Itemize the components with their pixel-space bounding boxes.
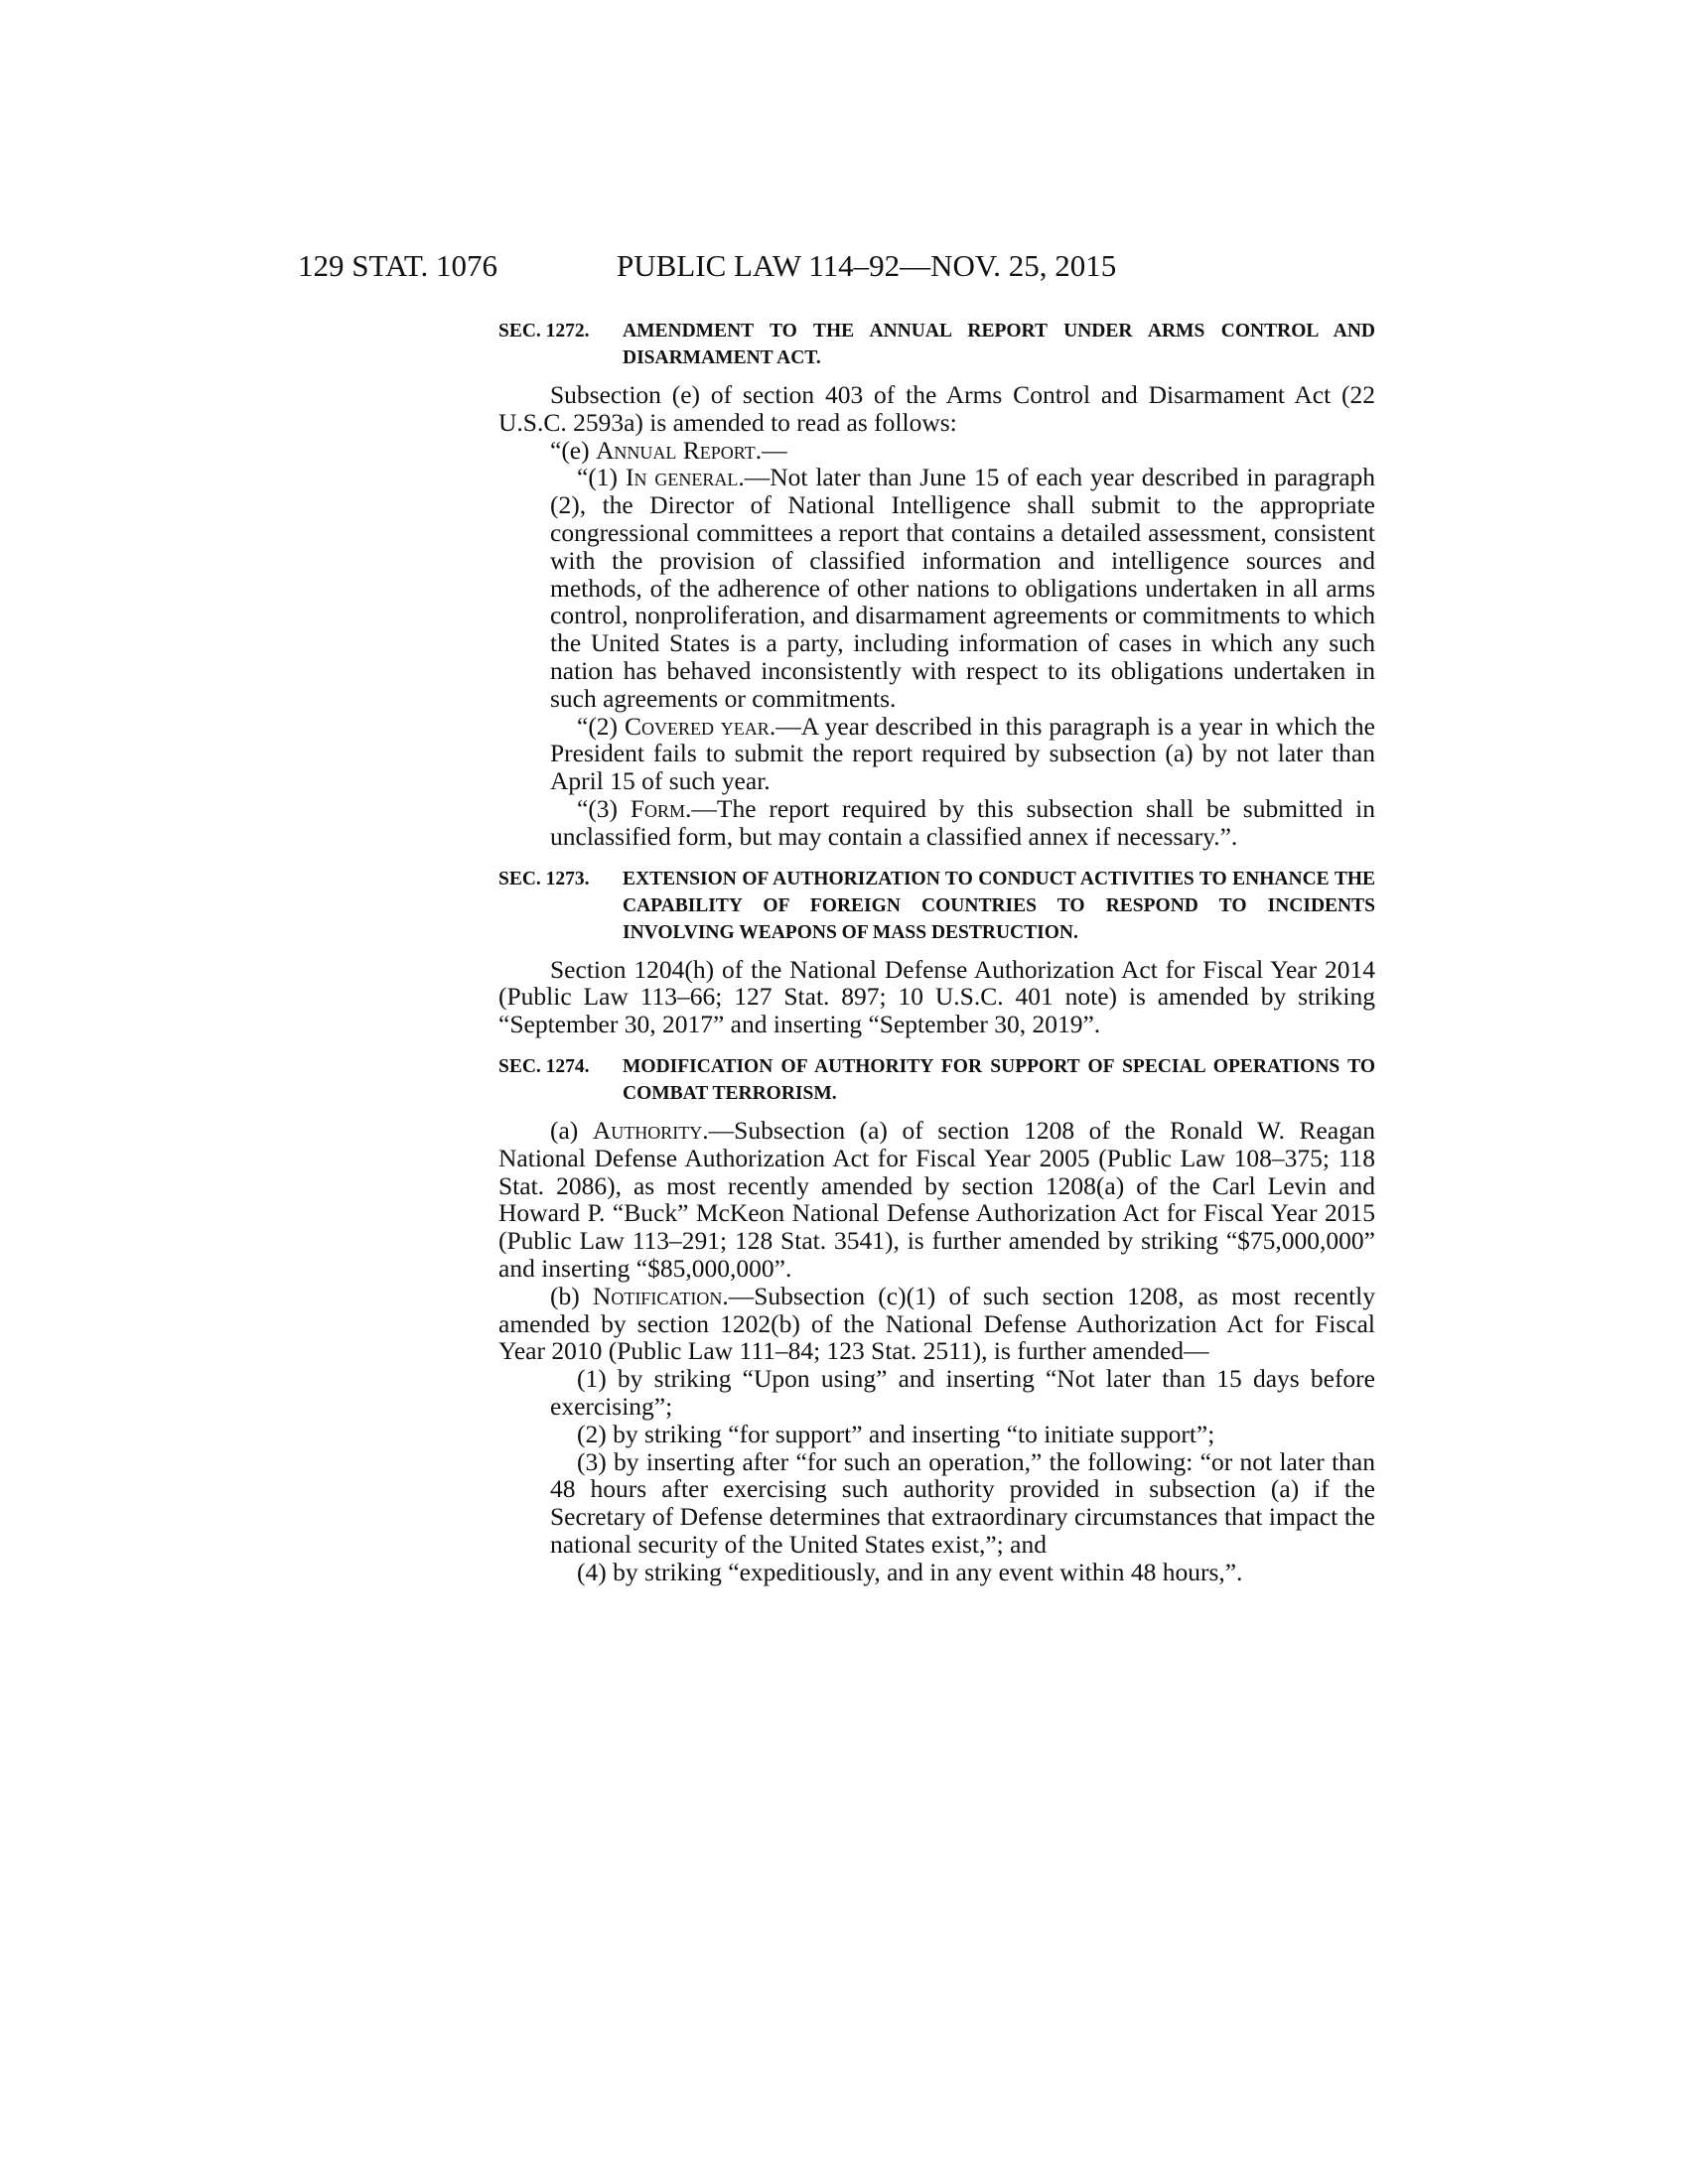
section-title: EXTENSION OF AUTHORIZATION TO CONDUCT ACTIVITIES TO ENHANCE THE CAPABILITY OF FOREIGN COUNTRIES TO RESPOND TO INCIDENTS INVOLVING WEAPONS OF MASS DESTRUCTION. [623,868,1375,943]
section-number: SEC. 1272. [498,321,590,341]
paragraph-3-form: “(3) Form.—The report required by this subsection shall be submitted in unclassified form, but may contain a classified annex if necessary.”. [550,793,1375,851]
public-law-date: PUBLIC LAW 114–92—NOV. 25, 2015 [617,248,1117,283]
section-1273-text: Section 1204(h) of the National Defense Authorization Act for Fiscal Year 2014 (Public Law 113–66; 127 Stat. 897; 10 U.S.C. 401 note) is amended by striking “September 30, 2017” and inserting “September 30, 2019”. [498,954,1375,1039]
section-1272-heading [498,318,1375,371]
section-title: AMENDMENT TO THE ANNUAL REPORT UNDER ARMS CONTROL AND DISARMAMENT ACT. [623,321,1375,368]
section-number: SEC. 1274. [498,1055,590,1077]
section-1273-heading [498,866,1375,946]
paragraph-1-general: “(1) In general.—Not later than June 15 of each year described in paragraph (2), the Director of National Intelligence shall submit to the appropriate congressional committees a report that contains a detailed assessment, consistent with the provision of classified information and intelligence sources and methods, of the adherence of other nations to obligations undertaken in all arms control, nonproliferation, and disarmament agreements or commitments to which the United States is a party, including information of cases in which any such nation has behaved inconsistently with respect to its obligations undertaken in such agreements or commitments. [550,463,1376,713]
document-body [498,318,1375,1585]
section-number: SEC. 1273. [498,868,590,889]
statute-page-number: 129 STAT. 1076 [298,248,498,283]
subsection-a-authority: (a) Authority.—Subsection (a) of section 1208 of the Ronald W. Reagan National Defense Authorization Act for Fiscal Year 2005 (Public Law 108–375; 118 Stat. 2086), as most recently amended by section 1208(a) of the Carl Levin and Howard P. “Buck” McKeon National Defense Authorization Act for Fiscal Year 2015 (Public Law 113–291; 128 Stat. 3541), is further amended by striking “$75,000,000” and inserting “$85,000,000”. [498,1115,1376,1283]
list-item: (3) by inserting after “for such an operation,” the following: “or not later than 48 hours after exercising such authority provided in subsection (a) if the Secretary of Defense determines that extraordinary circumstances that impact the national security of the United States exist,”; and [550,1446,1375,1559]
section-1272-intro: Subsection (e) of section 403 of the Arms Control and Disarmament Act (22 U.S.C. 2593a) is amended to read as follows: [498,380,1375,437]
paragraph-2-covered-year: “(2) Covered year.—A year described in this paragraph is a year in which the President fails to submit the report required by subsection (a) by not later than April 15 of such year. [550,711,1375,796]
subsection-e-caption: “(e) Annual Report.— [550,435,787,465]
list-item: (4) by striking “expeditiously, and in any event within 48 hours,”. [577,1557,1243,1586]
list-item: (2) by striking “for support” and inserting “to initiate support”; [577,1419,1215,1448]
subsection-b-notification: (b) Notification.—Subsection (c)(1) of such section 1208, as most recently amended by section 1202(b) of the National Defense Authorization Act for Fiscal Year 2010 (Public Law 111–84; 123 Stat. 2511), is further amended— [498,1281,1376,1366]
section-1274-heading [498,1053,1375,1107]
list-item: (1) by striking “Upon using” and inserting “Not later than 15 days before exercising”; [550,1364,1375,1421]
section-title: MODIFICATION OF AUTHORITY FOR SUPPORT OF SPECIAL OPERATIONS TO COMBAT TERRORISM. [623,1055,1375,1104]
